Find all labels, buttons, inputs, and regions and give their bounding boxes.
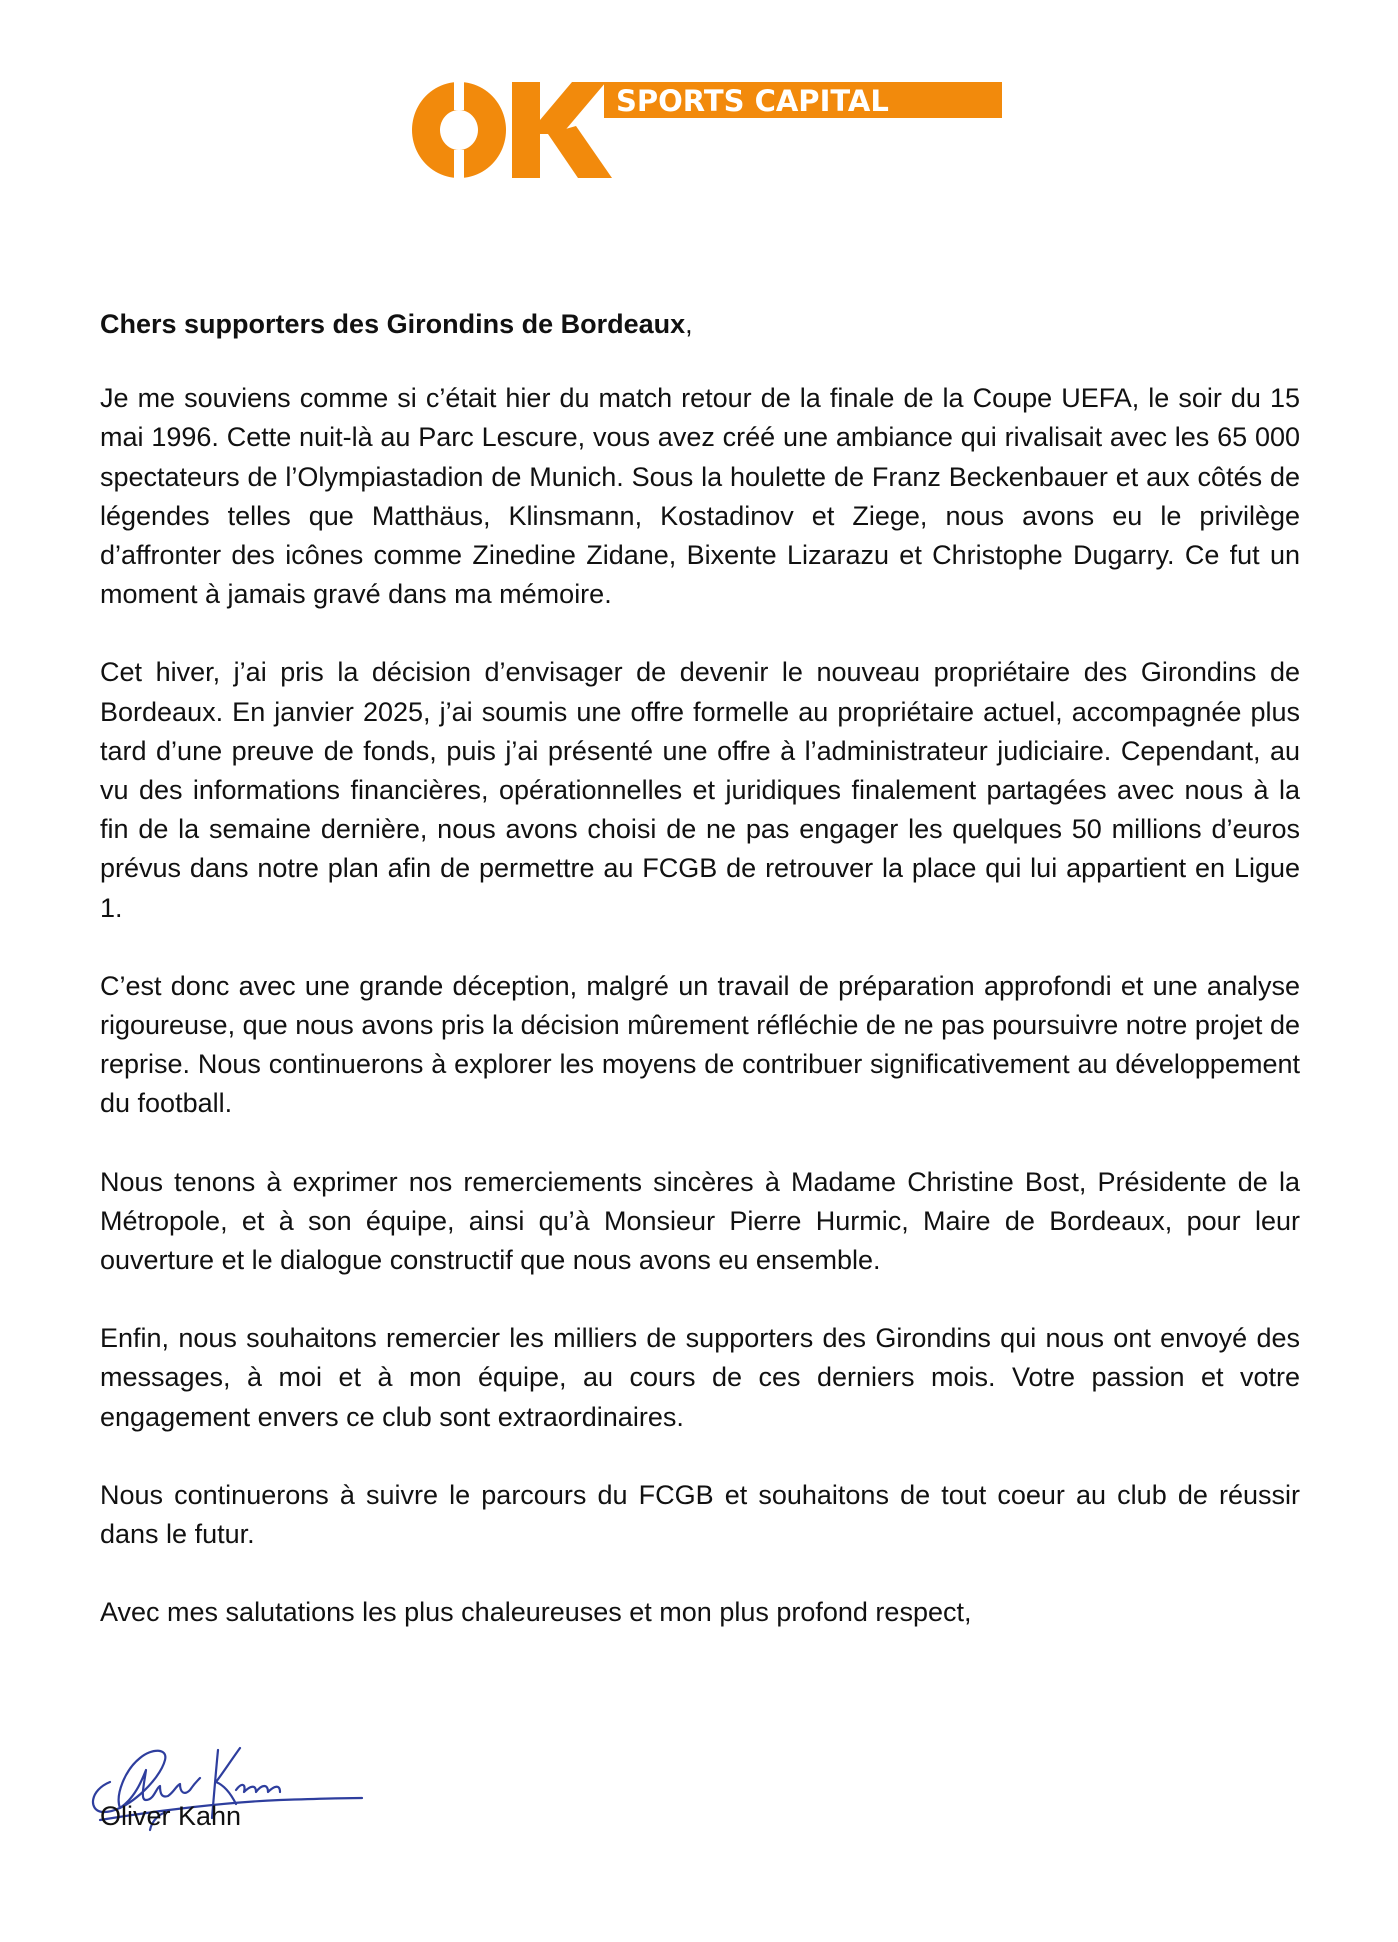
logo-o-notch-bottom (454, 150, 464, 178)
logo-k-lower-arm (548, 126, 612, 178)
paragraph-offer: Cet hiver, j’ai pris la décision d’envisager de devenir le nouveau propriétaire des Girondins de Bordeaux. En janvier 2025, j’ai soumis une offre formelle au propriétaire actuel, accompagnée plus tard d’une preuve de fonds, puis j’ai présenté une offre à l’administrateur judiciaire. Cependant, au vu des informations financières, opérationnelles et juridiques finalement partagées avec nous à la fin de la semaine dernière, nous avons choisi de ne pas engager les quelques 50 millions d’euros prévus dans notre plan afin de permettre au FCGB de retrouver la place qui lui appartient en Ligue 1. (100, 657, 1300, 923)
salutation (100, 305, 1300, 344)
salutation-bold: Chers supporters des Girondins de Bordeaux (100, 309, 686, 339)
logo-k-letter (512, 82, 612, 178)
paragraph-thanks-officials: Nous tenons à exprimer nos remerciements sincères à Madame Christine Bost, Présidente de la Métropole, et à son équipe, ainsi qu’à Monsieur Pierre Hurmic, Maire de Bordeaux, pour leur ouverture et le dialogue constructif que nous avons eu ensemble. (100, 1166, 1300, 1276)
logo-o-letter (412, 82, 506, 178)
closing-line: Avec mes salutations les plus chaleureuses et mon plus profond respect, (100, 1597, 972, 1628)
logo-tagline: SPORTS CAPITAL (616, 84, 889, 118)
signature-stroke-ahn (236, 1785, 280, 1792)
letter-body (100, 305, 1300, 1632)
signer-name: Oliver Kahn (100, 1801, 242, 1831)
salutation-punct: , (685, 309, 693, 339)
logo-o-notch-top (454, 82, 464, 110)
logo-k-upper-arm (540, 82, 606, 134)
paragraph-decision: C’est donc avec une grande déception, malgré un travail de préparation approfondi et une analyse rigoureuse, que nous avons pris la décision mûrement réfléchie de ne pas poursuivre notre projet de reprise. Nous continuerons à explorer les moyens de contribuer significativement au développement du football. (100, 970, 1300, 1119)
ok-sports-capital-logo (412, 82, 1002, 178)
logo-graphic (412, 82, 1002, 178)
logo-k-stem (512, 82, 540, 178)
paragraph-memory: Je me souviens comme si c’était hier du match retour de la finale de la Coupe UEFA, le soir du 15 mai 1996. Cette nuit-là au Parc Lescure, vous avez créé une ambiance qui rivalisait avec les 65 000 spectateurs de l’Olympiastadion de Munich. Sous la houlette de Franz Beckenbauer et aux côtés de légendes telles que Matthäus, Klinsmann, Kostadinov et Ziege, nous avons eu le privilège d’affronter des icônes comme Zinedine Zidane, Bixente Lizarazu et Christophe Dugarry. Ce fut un moment à jamais gravé dans ma mémoire. (100, 383, 1300, 610)
paragraph-thanks-supporters: Enfin, nous souhaitons remercier les milliers de supporters des Girondins qui nous ont envoyé des messages, à moi et à mon équipe, au cours de ces derniers mois. Votre passion et votre engagement envers ce club sont extraordinaires. (100, 1323, 1300, 1432)
paragraph-wishes: Nous continuerons à suivre le parcours du FCGB et souhaitons de tout coeur au club de réussir dans le futur. (100, 1479, 1300, 1550)
